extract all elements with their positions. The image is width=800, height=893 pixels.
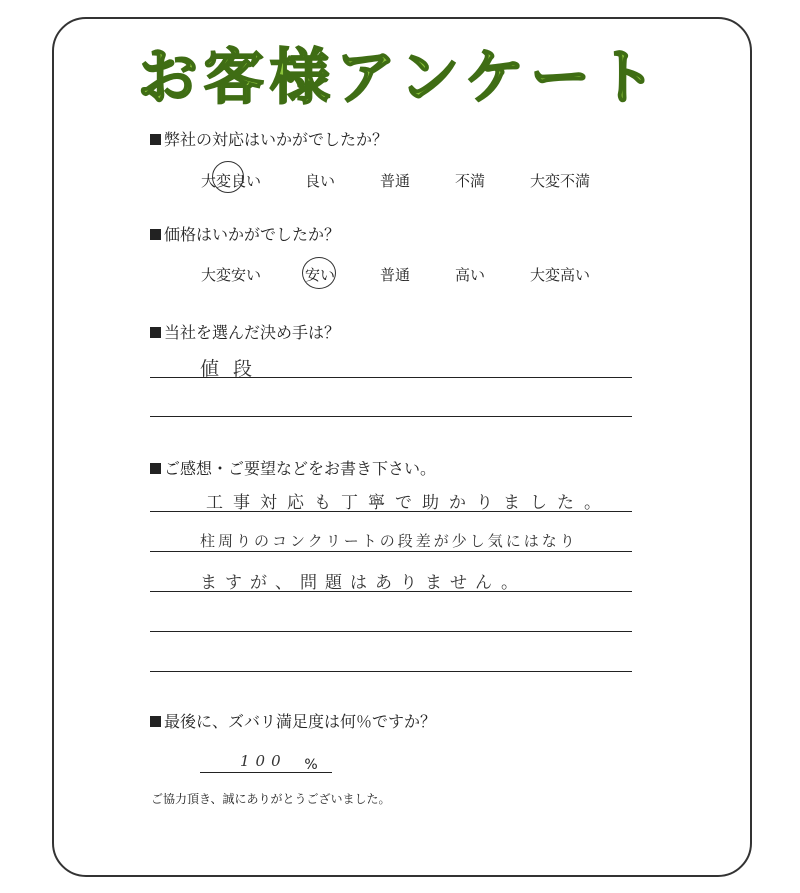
option-expensive[interactable]: 高い — [454, 266, 485, 284]
question-deciding-factor-label: 当社を選んだ決め手は？ — [164, 323, 341, 342]
satisfaction-unit: % — [304, 757, 318, 773]
answer-line — [150, 631, 632, 632]
answer-line — [150, 511, 632, 512]
question-price — [150, 222, 340, 245]
option-good[interactable]: 良い — [304, 172, 335, 190]
bullet-square-icon — [150, 716, 161, 727]
option-very-cheap[interactable]: 大変安い — [200, 266, 261, 284]
bullet-square-icon — [150, 463, 161, 474]
footer-thanks: ご協力頂き、誠にありがとうございました。 — [151, 792, 391, 806]
satisfaction-line — [200, 772, 332, 773]
question-comments — [150, 456, 436, 479]
question-comments-label: ご感想・ご要望などをお書き下さい。 — [164, 459, 437, 478]
answer-line — [150, 671, 632, 672]
bullet-square-icon — [150, 134, 161, 145]
bullet-square-icon — [150, 229, 161, 240]
question-satisfaction-label: 最後に、ズバリ満足度は何％ですか？ — [164, 712, 437, 731]
selection-circle-mark — [302, 257, 336, 289]
answer-deciding-factor: 値段 — [200, 358, 267, 380]
satisfaction-value: 100 — [240, 752, 287, 770]
question-deciding-factor — [150, 320, 340, 343]
option-very-expensive[interactable]: 大変高い — [529, 266, 590, 284]
question-satisfaction — [150, 709, 436, 732]
comment-line-2: 柱周りのコンクリートの段差が少し気にはなり — [200, 532, 578, 550]
option-unsatisfied[interactable]: 不満 — [454, 172, 485, 190]
option-normal[interactable]: 普通 — [379, 172, 410, 190]
comment-line-1: 工事対応も丁寧で助かりました。 — [206, 493, 611, 513]
option-cheap[interactable]: 安い — [304, 266, 335, 284]
answer-line — [150, 591, 632, 592]
question-price-label: 価格はいかがでしたか？ — [164, 225, 341, 244]
comment-line-3: ますが、問題はありません。 — [200, 573, 527, 593]
question-service-label: 弊社の対応はいかがでしたか？ — [164, 130, 389, 149]
option-normal-price[interactable]: 普通 — [379, 266, 410, 284]
selection-circle-mark — [212, 161, 244, 193]
survey-title: お客様アンケート — [137, 43, 663, 113]
question-service — [150, 127, 388, 150]
option-very-unsatisfied[interactable]: 大変不満 — [529, 172, 590, 190]
answer-line — [150, 416, 632, 417]
bullet-square-icon — [150, 327, 161, 338]
answer-line — [150, 551, 632, 552]
option-very-good[interactable]: 大変良い — [200, 172, 261, 190]
answer-line — [150, 377, 632, 378]
